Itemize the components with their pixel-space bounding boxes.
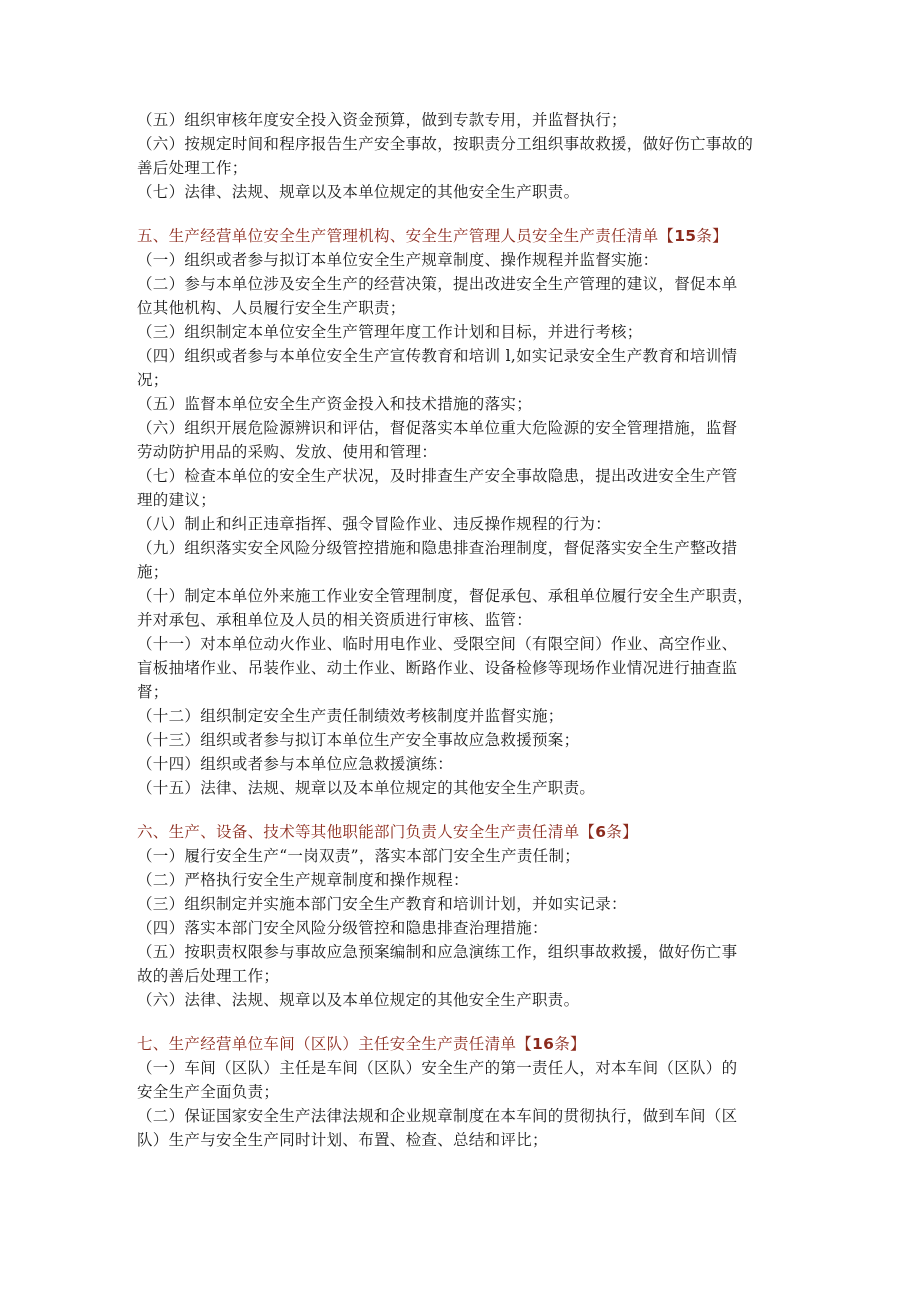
text-line: （一）履行安全生产“一岗双责”，落实本部门安全生产责任制； (137, 847, 581, 865)
text-line: （七）法律、法规、规章以及本单位规定的其他安全生产职责。 (137, 183, 580, 201)
section-heading-suffix: 条】 (606, 823, 638, 841)
section-heading-text: 六、生产、设备、技术等其他职能部门负责人安全生产责任清单【 (137, 823, 596, 841)
text-line: （二）严格执行安全生产规章制度和操作规程： (137, 871, 469, 889)
section-7-heading (137, 1032, 797, 1056)
section-heading-suffix: 条】 (554, 1035, 586, 1053)
text-line: （六）按规定时间和程序报告生产安全事故，按职责分工组织事故救援，做好伤亡事故的 (137, 135, 754, 153)
document-body (137, 108, 797, 1152)
text-line: （十三）组织或者参与拟订本单位生产安全事故应急救援预案； (137, 731, 580, 749)
section-heading-text: 五、生产经营单位安全生产管理机构、安全生产管理人员安全生产责任清单【 (137, 227, 675, 245)
text-line: （三）组织制定并实施本部门安全生产教育和培训计划，并如实记录： (137, 895, 627, 913)
text-line: 劳动防护用品的采购、发放、使用和管理： (137, 443, 438, 461)
section-heading-suffix: 条】 (696, 227, 728, 245)
text-line: （三）组织制定本单位安全生产管理年度工作计划和目标，并进行考核； (137, 323, 643, 341)
text-line: （六）组织开展危险源辨识和评估，督促落实本单位重大危险源的安全管理措施，监督 (137, 419, 738, 437)
section-item-count: 15 (674, 227, 697, 245)
text-line: 队）生产与安全生产同时计划、布置、检查、总结和评比； (137, 1131, 548, 1149)
text-line: 并对承包、承租单位及人员的相关资质进行审核、监管： (137, 611, 533, 629)
text-line: 故的善后处理工作； (137, 967, 280, 985)
text-line: 安全生产全面负责； (137, 1083, 280, 1101)
text-line: （一）车间（区队）主任是车间（区队）安全生产的第一责任人，对本车间（区队）的 (137, 1059, 738, 1077)
text-line: （七）检查本单位的安全生产状况，及时排查生产安全事故隐患，提出改进安全生产管 (137, 467, 738, 485)
section-7 (137, 1032, 797, 1152)
text-line: （一）组织或者参与拟订本单位安全生产规章制度、操作规程并监督实施： (137, 251, 659, 269)
section-5-heading (137, 224, 797, 248)
text-line: （六）法律、法规、规章以及本单位规定的其他安全生产职责。 (137, 991, 580, 1009)
section-heading-text: 七、生产经营单位车间（区队）主任安全生产责任清单【 (137, 1035, 533, 1053)
text-line: （二）参与本单位涉及安全生产的经营决策，提出改进安全生产管理的建议，督促本单 (137, 275, 738, 293)
text-line: 理的建议； (137, 491, 217, 509)
section-6 (137, 820, 797, 1012)
section-5 (137, 224, 797, 800)
text-line: （十一）对本单位动火作业、临时用电作业、受限空间（有限空间）作业、高空作业、 (137, 635, 738, 653)
text-line: （十二）组织制定安全生产责任制绩效考核制度并监督实施； (137, 707, 564, 725)
text-line: 位其他机构、人员履行安全生产职责； (137, 299, 406, 317)
text-line: 督； (137, 683, 169, 701)
text-line: （十）制定本单位外来施工作业安全管理制度，督促承包、承租单位履行安全生产职责， (137, 587, 754, 605)
text-line: （八）制止和纠正违章指挥、强令冒险作业、违反操作规程的行为： (137, 515, 612, 533)
section-item-count: 6 (595, 823, 607, 841)
text-line: 况； (137, 371, 169, 389)
text-line: （五）组织审核年度安全投入资金预算，做到专款专用，并监督执行； (137, 111, 627, 129)
text-line: （四）落实本部门安全风险分级管控和隐患排查治理措施： (137, 919, 548, 937)
text-line: （五）按职责权限参与事故应急预案编制和应急演练工作，组织事故救援，做好伤亡事 (137, 943, 738, 961)
text-line: 善后处理工作； (137, 159, 248, 177)
text-line: （二）保证国家安全生产法律法规和企业规章制度在本车间的贯彻执行，做到车间（区 (137, 1107, 738, 1125)
text-line: （四）组织或者参与本单位安全生产宣传教育和培训 l,如实记录安全生产教育和培训情 (137, 347, 738, 365)
text-line: （九）组织落实安全风险分级管控措施和隐患排查治理制度，督促落实安全生产整改措 (137, 539, 738, 557)
text-line: （十四）组织或者参与本单位应急救援演练： (137, 755, 454, 773)
text-line: （十五）法律、法规、规章以及本单位规定的其他安全生产职责。 (137, 779, 596, 797)
section-6-heading (137, 820, 797, 844)
section-item-count: 16 (532, 1035, 555, 1053)
text-line: 施； (137, 563, 169, 581)
text-line: 盲板抽堵作业、吊装作业、动土作业、断路作业、设备检修等现场作业情况进行抽查监 (137, 659, 738, 677)
paragraph-block-1 (137, 108, 797, 204)
text-line: （五）监督本单位安全生产资金投入和技术措施的落实； (137, 395, 533, 413)
